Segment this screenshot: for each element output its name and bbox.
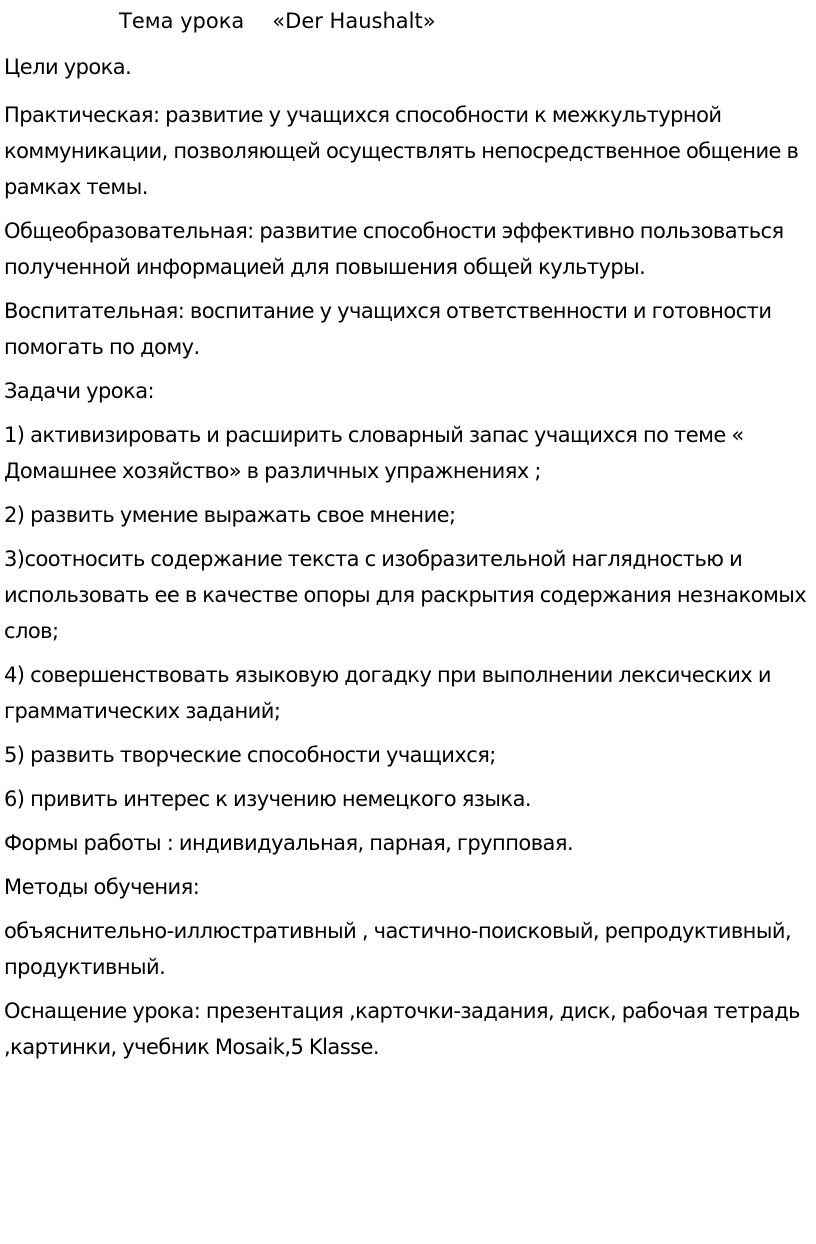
teaching-methods-heading: Методы обучения: <box>4 875 200 899</box>
lesson-tasks-heading: Задачи урока: <box>4 379 155 403</box>
goal-practical: Практическая: развитие у учащихся способности к межкультурной коммуникации, позволяющей осуществлять непосредственное общение в рамках темы. <box>4 103 799 199</box>
teaching-methods-list: объяснительно-иллюстративный , частично-поисковый, репродуктивный, продуктивный. <box>4 919 792 979</box>
lesson-title <box>4 6 812 36</box>
task-item-2: 2) развить умение выражать свое мнение; <box>4 503 456 527</box>
lesson-goals-heading: Цели урока. <box>4 55 132 79</box>
task-item-3: 3)соотносить содержание текста с изобразительной наглядностью и использовать ее в качестве опоры для раскрытия содержания незнакомых слов; <box>4 547 807 643</box>
goal-upbringing: Воспитательная: воспитание у учащихся ответственности и готовности помогать по дому. <box>4 299 772 359</box>
task-item-5: 5) развить творческие способности учащихся; <box>4 743 496 767</box>
lesson-equipment: Оснащение урока: презентация ,карточки-задания, диск, рабочая тетрадь ,картинки, учебник Mosaik,5 Klasse. <box>4 999 801 1059</box>
task-item-1: 1) активизировать и расширить словарный запас учащихся по теме « Домашнее хозяйство» в различных упражнениях ; <box>4 423 744 483</box>
task-item-6: 6) привить интерес к изучению немецкого языка. <box>4 787 532 811</box>
lesson-title-topic: «Der Haushalt» <box>272 9 436 33</box>
work-forms: Формы работы : индивидуальная, парная, групповая. <box>4 831 574 855</box>
goal-general-educational: Общеобразовательная: развитие способности эффективно пользоваться полученной информацией для повышения общей культуры. <box>4 219 784 279</box>
lesson-title-prefix: Тема урока <box>119 9 245 33</box>
task-item-4: 4) совершенствовать языковую догадку при выполнении лексических и грамматических заданий; <box>4 663 771 723</box>
